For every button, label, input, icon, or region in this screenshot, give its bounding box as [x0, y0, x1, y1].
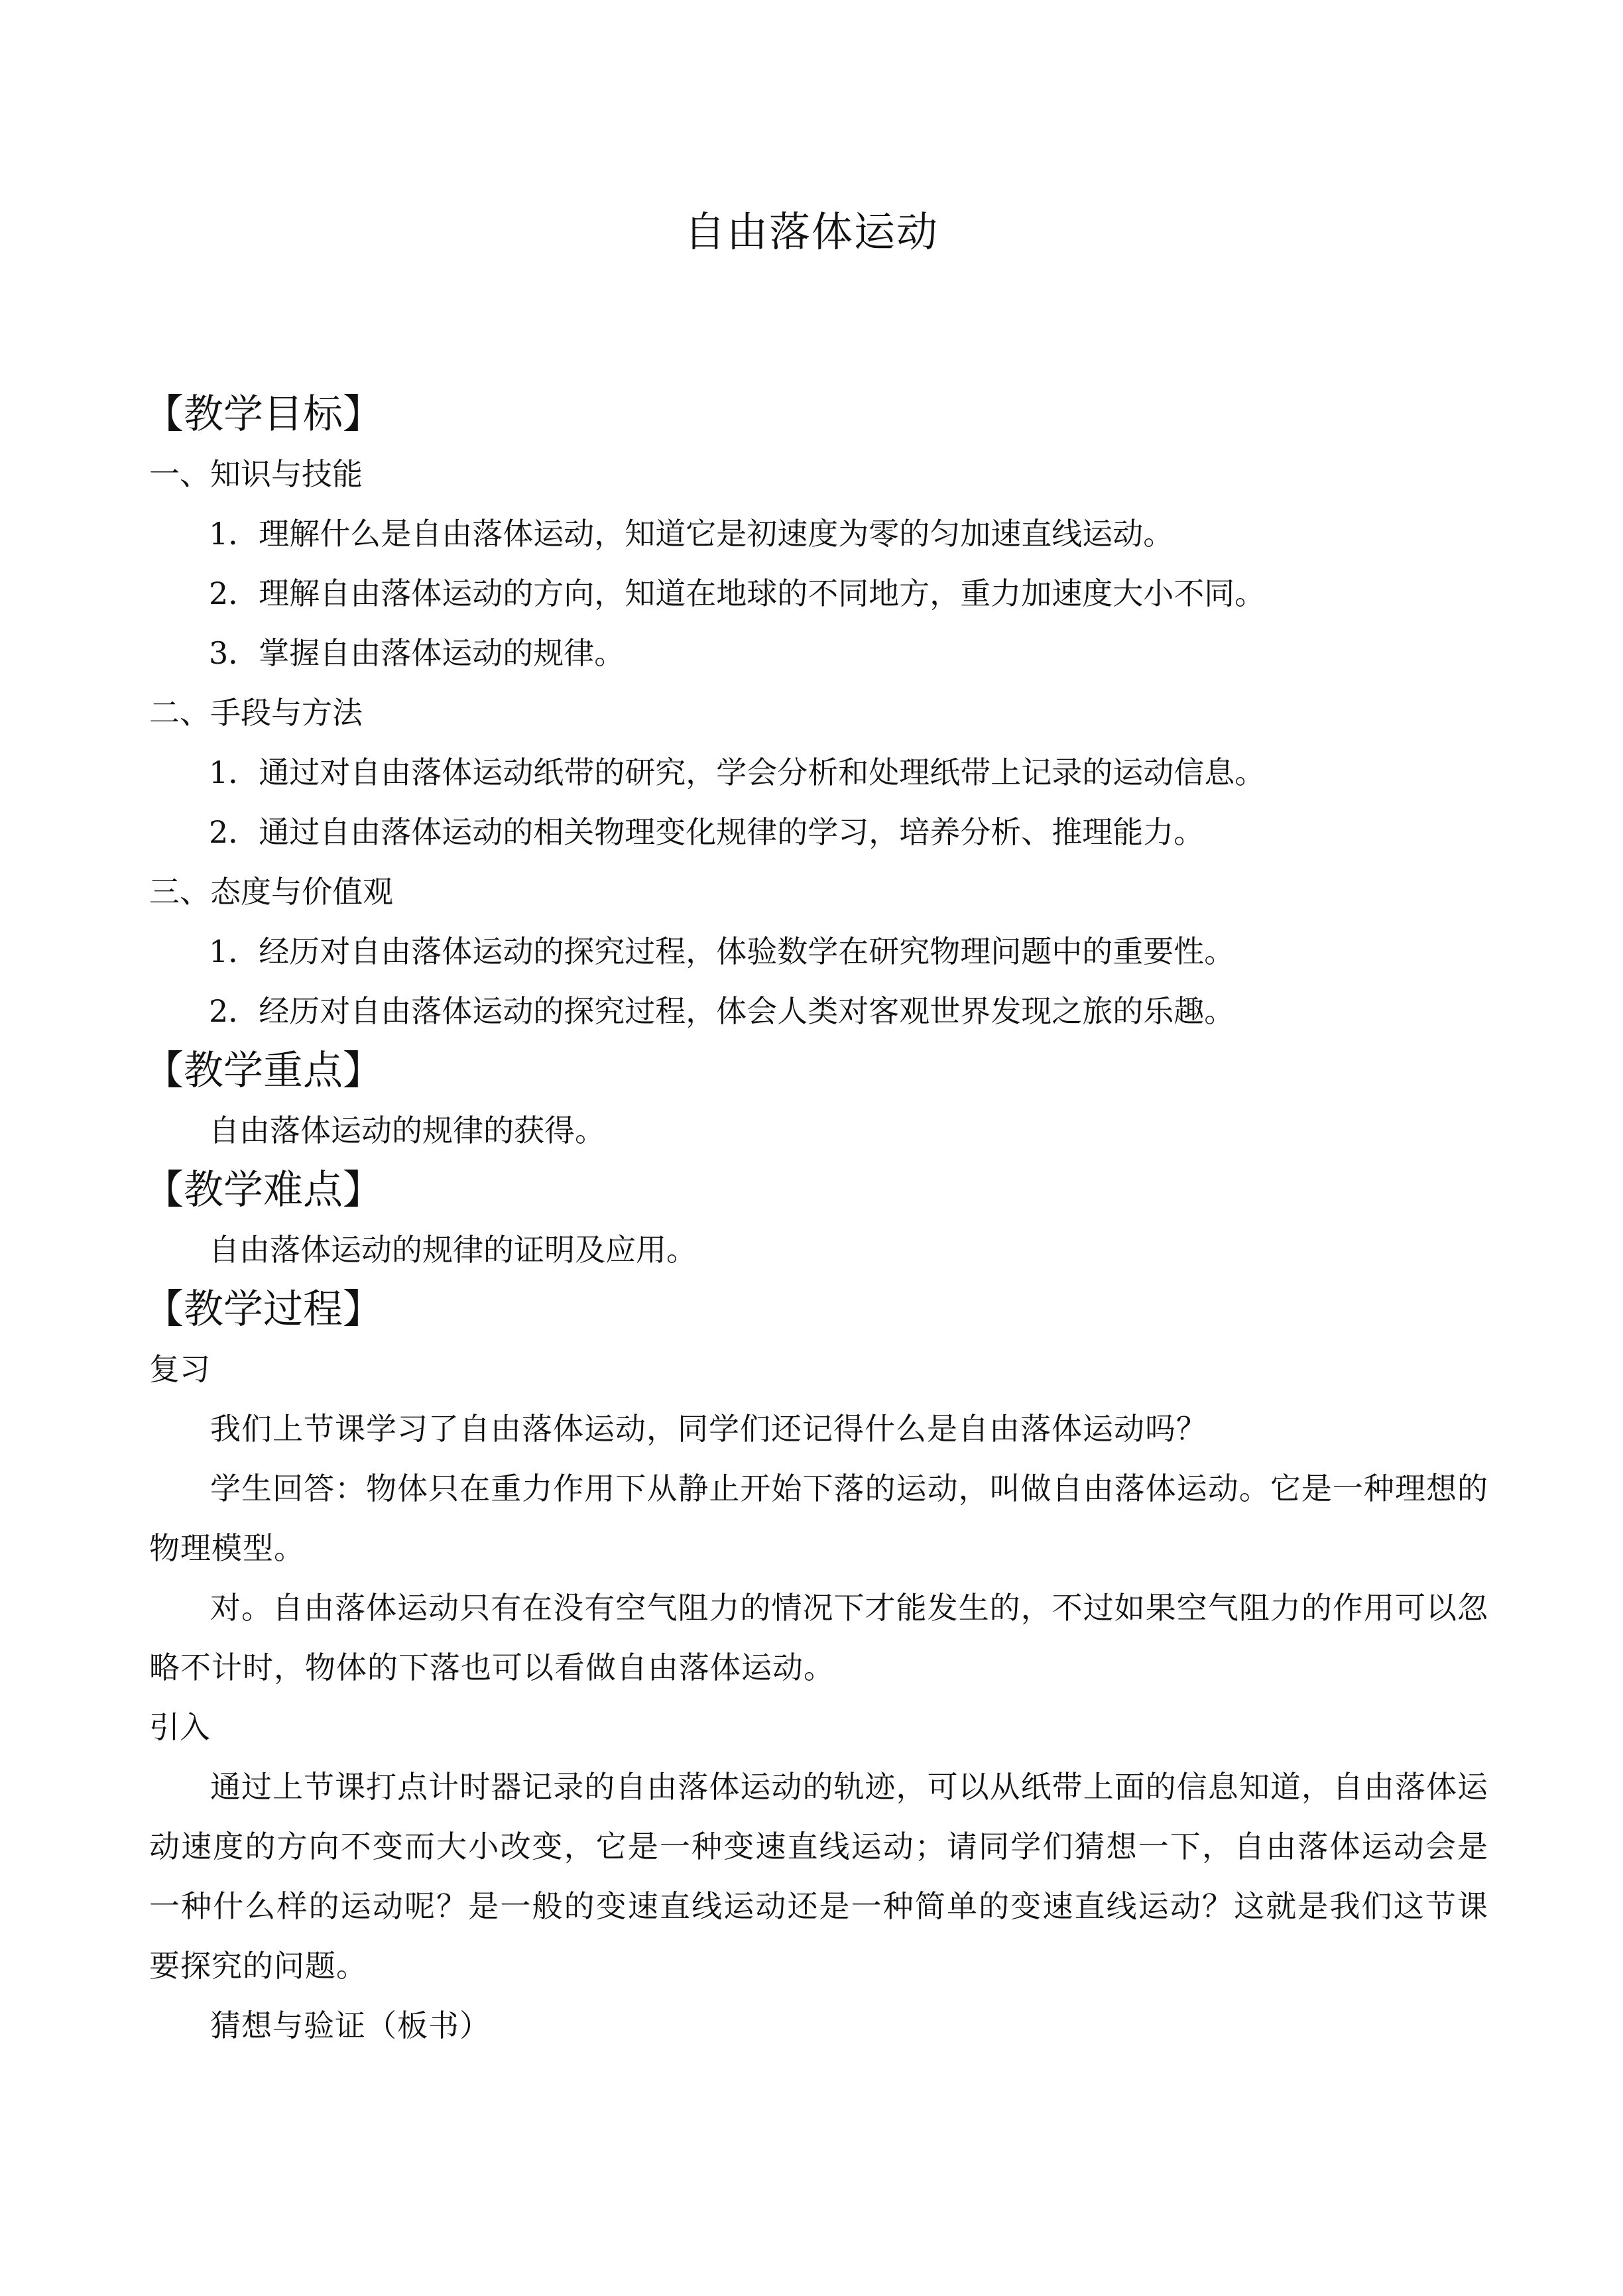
intro-paragraph: 猜想与验证（板书）	[210, 2008, 491, 2043]
objective-item: 2．通过自由落体运动的相关物理变化规律的学习，培养分析、推理能力。	[209, 814, 1205, 850]
objective-item: 1．理解什么是自由落体运动，知道它是初速度为零的匀加速直线运动。	[209, 516, 1174, 552]
objective-item: 3．掌握自由落体运动的规律。	[209, 635, 625, 671]
objective-item: 1．通过对自由落体运动纸带的研究，学会分析和处理纸带上记录的运动信息。	[209, 755, 1266, 790]
subsection-means-methods: 二、手段与方法	[149, 695, 363, 731]
key-point-text: 自由落体运动的规律的获得。	[209, 1113, 605, 1148]
review-paragraph: 学生回答：物体只在重力作用下从静止开始下落的运动，叫做自由落体运动。它是一种理想的物理模型。	[149, 1471, 1488, 1566]
section-heading-key-point: 【教学重点】	[144, 1048, 383, 1094]
subsection-attitude-values: 三、态度与价值观	[149, 874, 393, 910]
document-title: 自由落体运动	[684, 208, 939, 256]
review-paragraph: 对。自由落体运动只有在没有空气阻力的情况下才能发生的，不过如果空气阻力的作用可以忽略不计时，物体的下落也可以看做自由落体运动。	[149, 1590, 1488, 1685]
review-paragraph: 我们上节课学习了自由落体运动，同学们还记得什么是自由落体运动吗？	[210, 1411, 1207, 1447]
section-heading-difficulty: 【教学难点】	[144, 1167, 383, 1213]
section-heading-process: 【教学过程】	[144, 1286, 383, 1333]
section-heading-objectives: 【教学目标】	[144, 391, 383, 438]
intro-paragraph: 通过上节课打点计时器记录的自由落体运动的轨迹，可以从纸带上面的信息知道，自由落体运动速度的方向不变而大小改变，它是一种变速直线运动；请同学们猜想一下，自由落体运动会是一种什么样的运动呢？是一般的变速直线运动还是一种简单的变速直线运动？这就是我们这节课要探究的问题。	[149, 1769, 1488, 1984]
objective-item: 2．理解自由落体运动的方向，知道在地球的不同地方，重力加速度大小不同。	[209, 575, 1266, 611]
intro-label: 引入	[149, 1709, 210, 1745]
subsection-knowledge-skills: 一、知识与技能	[149, 456, 363, 492]
document-body	[144, 385, 1488, 2055]
objective-item: 2．经历对自由落体运动的探究过程，体会人类对客观世界发现之旅的乐趣。	[209, 993, 1235, 1029]
objective-item: 1．经历对自由落体运动的探究过程，体验数学在研究物理问题中的重要性。	[209, 934, 1235, 969]
difficulty-text: 自由落体运动的规律的证明及应用。	[209, 1232, 697, 1268]
review-label: 复习	[149, 1351, 210, 1387]
